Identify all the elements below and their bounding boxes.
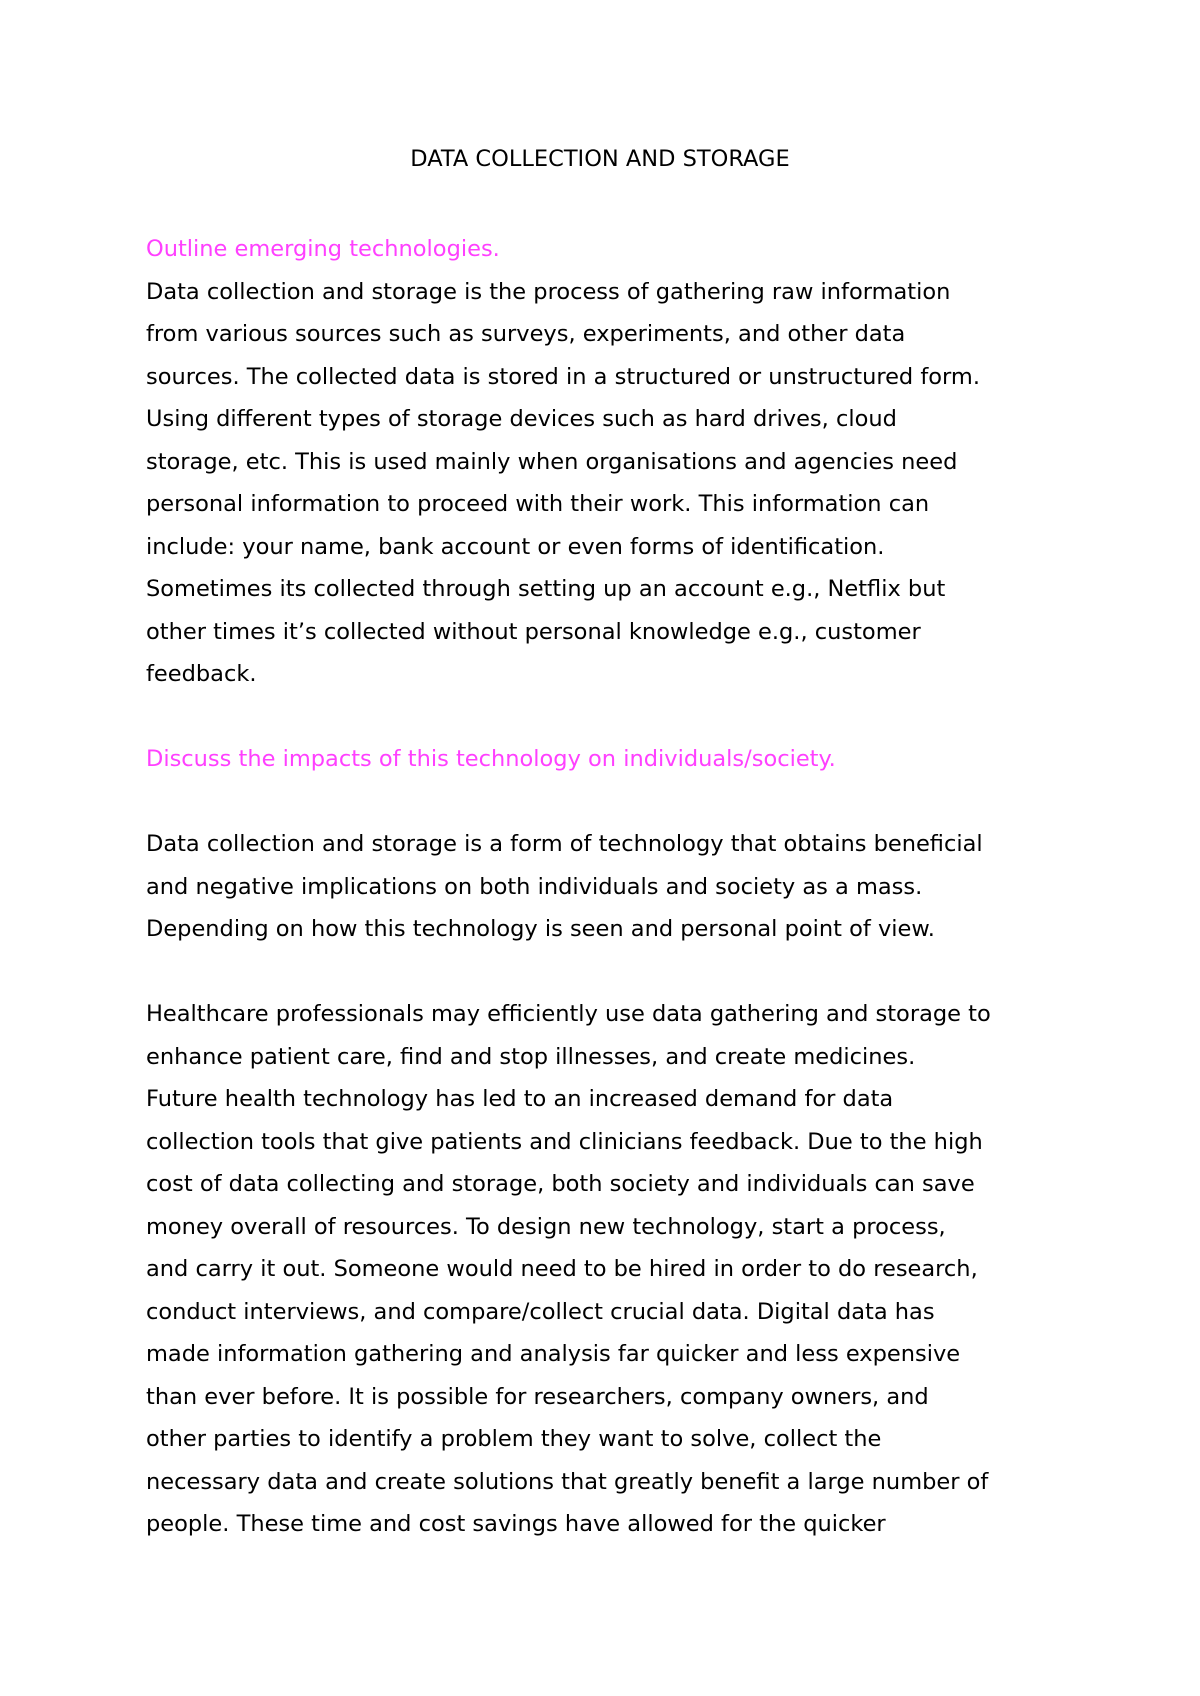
text-line: Data collection and storage is a form of technology that obtains beneficial bbox=[146, 831, 983, 857]
text-line: include: your name, bank account or even forms of identification. bbox=[146, 533, 885, 560]
blank-line bbox=[146, 951, 1076, 994]
text-line: Healthcare professionals may efficiently use data gathering and storage to bbox=[146, 1001, 991, 1027]
paragraph-implications bbox=[146, 823, 1076, 951]
section-heading-outline: Outline emerging technologies. bbox=[146, 236, 500, 262]
text-line: feedback. bbox=[146, 661, 257, 687]
text-line: made information gathering and analysis far quicker and less expensive bbox=[146, 1341, 961, 1367]
text-line: than ever before. It is possible for researchers, company owners, and bbox=[146, 1383, 929, 1410]
text-line: money overall of resources. To design new technology, start a process, bbox=[146, 1213, 946, 1240]
text-line: Depending on how this technology is seen and personal point of view. bbox=[146, 916, 935, 942]
text-line: storage, etc. This is used mainly when organisations and agencies need bbox=[146, 448, 958, 475]
text-line: Data collection and storage is the process of gathering raw information bbox=[146, 278, 951, 305]
text-line: Using different types of storage devices such as hard drives, cloud bbox=[146, 406, 897, 432]
text-line: enhance patient care, find and stop illnesses, and create medicines. bbox=[146, 1043, 916, 1070]
text-line: conduct interviews, and compare/collect crucial data. Digital data has bbox=[146, 1298, 935, 1325]
text-line: cost of data collecting and storage, both society and individuals can save bbox=[146, 1171, 975, 1197]
text-line: and carry it out. Someone would need to be hired in order to do research, bbox=[146, 1256, 978, 1282]
text-line: sources. The collected data is stored in a structured or unstructured form. bbox=[146, 363, 980, 390]
text-line: Future health technology has led to an increased demand for data bbox=[146, 1086, 894, 1112]
text-line: other parties to identify a problem they want to solve, collect the bbox=[146, 1426, 882, 1452]
text-line: collection tools that give patients and clinicians feedback. Due to the high bbox=[146, 1128, 983, 1155]
blank-line bbox=[146, 696, 1076, 739]
document-title: DATA COLLECTION AND STORAGE bbox=[410, 146, 790, 172]
paragraph-healthcare bbox=[146, 993, 1076, 1546]
document-body bbox=[146, 228, 1076, 1546]
section-heading-impacts: Discuss the impacts of this technology on individuals/society. bbox=[146, 746, 836, 772]
text-line: from various sources such as surveys, experiments, and other data bbox=[146, 321, 906, 347]
text-line: other times it’s collected without personal knowledge e.g., customer bbox=[146, 618, 921, 645]
text-line: people. These time and cost savings have allowed for the quicker bbox=[146, 1511, 886, 1537]
text-line: and negative implications on both individuals and society as a mass. bbox=[146, 873, 923, 900]
text-line: necessary data and create solutions that greatly benefit a large number of bbox=[146, 1468, 989, 1495]
text-line: personal information to proceed with their work. This information can bbox=[146, 491, 930, 517]
text-line: Sometimes its collected through setting up an account e.g., Netflix but bbox=[146, 576, 946, 602]
paragraph-data-collection-definition bbox=[146, 271, 1076, 696]
blank-line bbox=[146, 781, 1076, 824]
